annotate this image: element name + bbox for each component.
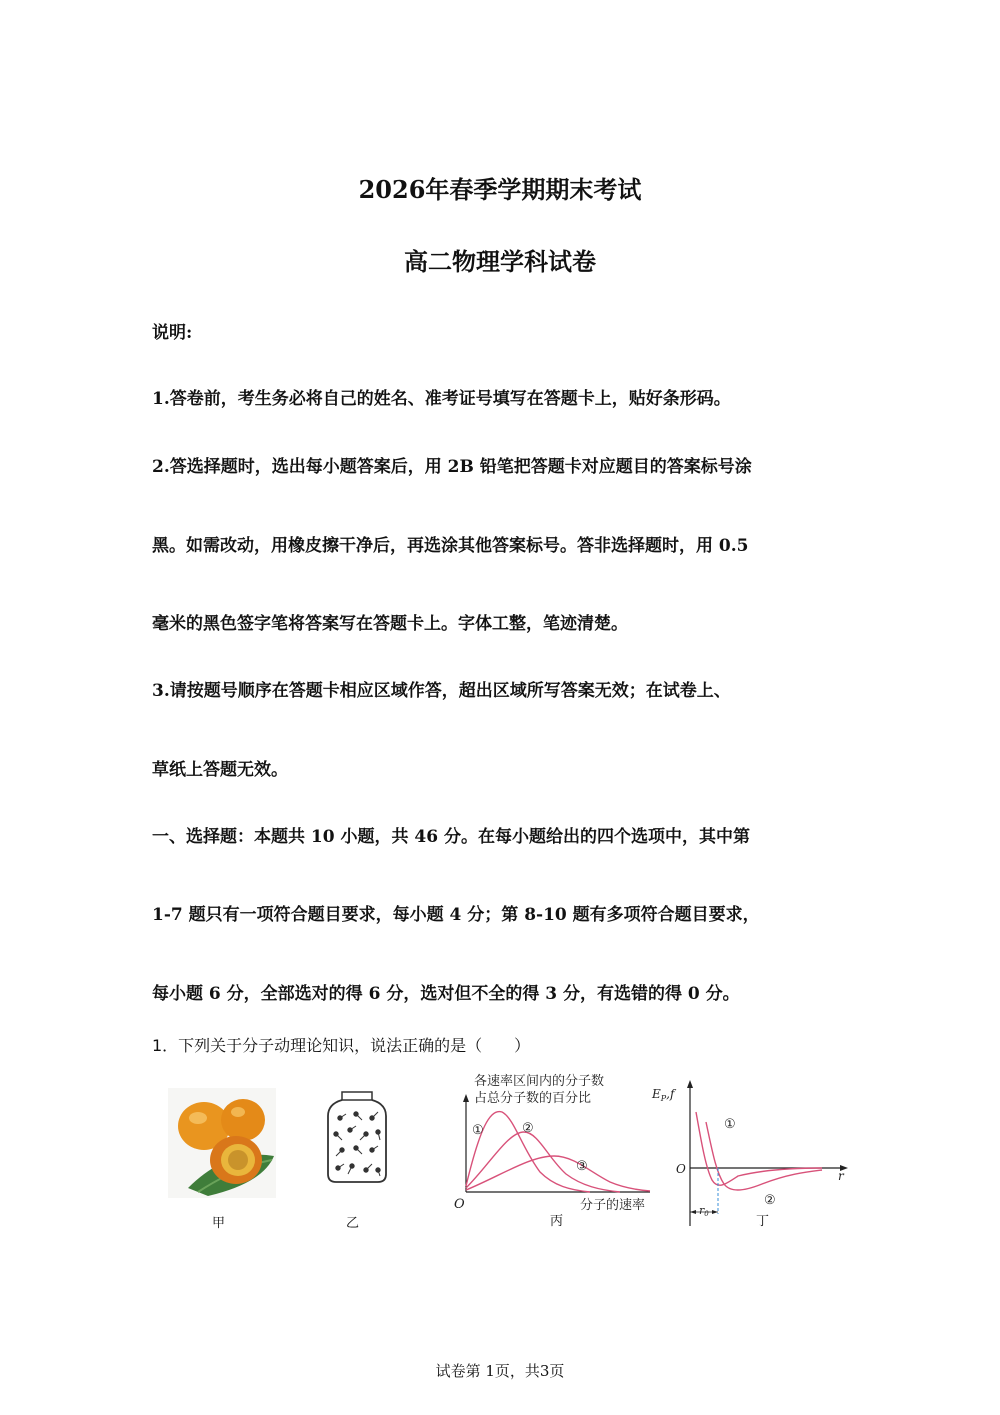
speed-distribution-chart	[450, 1068, 665, 1228]
gas-jar-diagram	[322, 1090, 392, 1184]
figure-ding-caption: 丁	[756, 1214, 770, 1229]
instruction-line: 3.请按题号顺序在答题卡相应区域作答，超出区域所写答案无效；在试卷上、	[152, 681, 731, 701]
section-heading-line: 一、选择题：本题共 10 小题，共 46 分。在每小题给出的四个选项中，其中第	[152, 827, 750, 847]
section-heading-line: 1-7 题只有一项符合题目要求，每小题 4 分；第 8-10 题有多项符合题目要求，	[152, 905, 760, 925]
bing-curve-2	[466, 1132, 620, 1192]
bing-xlabel: 分子的速率	[580, 1198, 646, 1213]
ding-origin: O	[676, 1162, 686, 1176]
figure-ding	[652, 1076, 852, 1232]
bing-origin: O	[454, 1197, 465, 1212]
ding-curve-label-2: ②	[764, 1193, 776, 1208]
bing-curve-3	[466, 1156, 650, 1191]
bing-curve-label-3: ③	[576, 1159, 588, 1174]
instruction-line: 2.答选择题时，选出每小题答案后，用 2B 铅笔把答题卡对应题目的答案标号涂	[152, 457, 752, 477]
figure-bing	[450, 1068, 665, 1228]
exam-subtitle: 高二物理学科试卷	[404, 247, 596, 276]
exam-title: 2026年春季学期期末考试	[358, 175, 642, 204]
tea-eggs-image	[168, 1088, 276, 1198]
ding-curve-label-1: ①	[724, 1117, 736, 1132]
figure-bing-caption: 丙	[550, 1214, 564, 1229]
instruction-line: 草纸上答题无效。	[152, 760, 288, 780]
ding-curve-2	[706, 1122, 822, 1190]
figure-jia	[168, 1088, 276, 1231]
section-heading-line: 每小题 6 分，全部选对的得 6 分，选对但不全的得 3 分，有选错的得 0 分。	[152, 984, 740, 1004]
figure-yi	[322, 1090, 392, 1231]
question-1-stem: 1．下列关于分子动理论知识，说法正确的是（ ）	[152, 1036, 531, 1055]
ding-xlabel: r	[838, 1169, 844, 1183]
instruction-line: 黑。如需改动，用橡皮擦干净后，再选涂其他答案标号。答非选择题时，用 0.5	[152, 536, 749, 556]
bing-ylabel-1: 各速率区间内的分子数	[474, 1074, 605, 1089]
instruction-line: 1.答卷前，考生务必将自己的姓名、准考证号填写在答题卡上，贴好条形码。	[152, 389, 731, 409]
instructions-heading: 说明:	[152, 323, 193, 343]
bing-ylabel-2: 占总分子数的百分比	[474, 1091, 592, 1106]
figure-yi-caption: 乙	[346, 1216, 360, 1231]
potential-force-chart	[652, 1076, 852, 1232]
ding-curve-1	[696, 1112, 822, 1185]
ding-ylabel: $E_P,f$	[652, 1087, 675, 1103]
instruction-line: 毫米的黑色签字笔将答案写在答题卡上。字体工整，笔迹清楚。	[152, 614, 628, 634]
ding-r0-label: r0	[699, 1204, 709, 1218]
bing-curve-label-1: ①	[472, 1123, 484, 1138]
page-footer: 试卷第 1页，共3页	[435, 1362, 565, 1380]
figure-jia-caption: 甲	[212, 1216, 226, 1231]
bing-curve-label-2: ②	[522, 1121, 534, 1136]
